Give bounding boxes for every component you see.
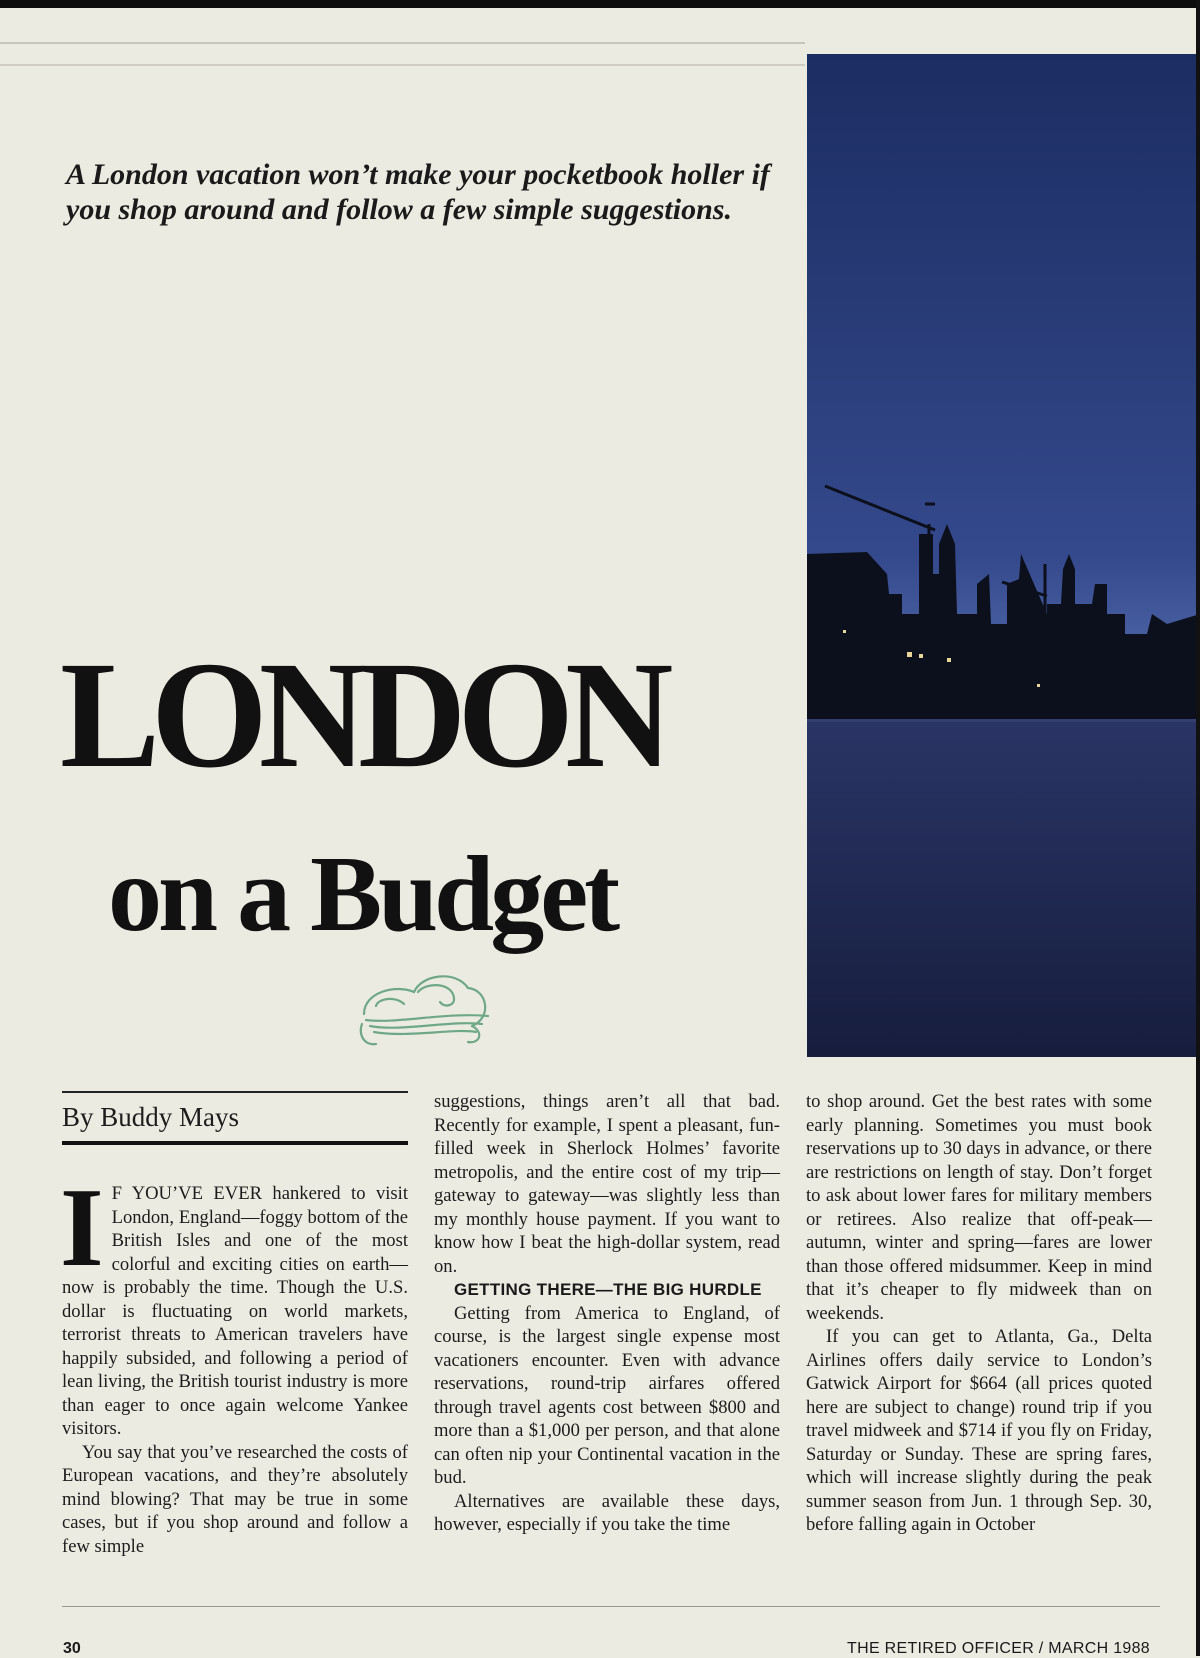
title-sub: on a Budget [108,835,617,954]
page-number: 30 [63,1640,81,1657]
running-footer: THE RETIRED OFFICER / MARCH 1988 [847,1640,1150,1657]
byline-rule [62,1091,408,1093]
article-paragraph: Getting from America to England, of course, is the largest single expense most vacationers encounter. Even with advance reservations, round-trip airfares offered through travel agents cost between $800 and more than a $1,000 per person, and that alone can often nip your Continental vacation in the bud. [434,1302,780,1488]
article-paragraph: If you can get to Atlanta, Ga., Delta Airlines offers daily service to London’s Gatwick Airport for $664 (all prices quoted here are subject to change) round trip if you travel midweek and $714 if you fly on Friday, Saturday or Sunday. These are spring fares, which will increase slightly during the peak summer season from Jun. 1 through Sep. 30, before falling again in October [806,1326,1152,1535]
article-column-3 [806,1090,1152,1537]
skyline-dusk-photo [807,54,1200,1057]
header-rule [0,42,805,44]
paragraph-text: F YOU’VE EVER hankered to visit London, England—foggy bottom of the British Isles and one of the most colorful and exciting cities on earth—now is probably the time. Though the U.S. dollar is fluctuating on world markets, terrorist threats to American travelers have happily subsided, and following a period of lean living, the British tourist industry is more than eager to once again welcome Yankee visitors. [62,1183,408,1439]
title-main: LONDON [60,630,665,800]
article-paragraph: suggestions, things aren’t all that bad. Recently for example, I spent a pleasant, fun-filled week in Sherlock Holmes’ favorite metropolis, and the entire cost of my trip—gateway to gateway—was slightly less than my monthly house payment. If you want to know how I beat the high-dollar system, read on. [434,1091,780,1277]
article-paragraph: You say that you’ve researched the costs of European vacations, and they’re absolutely mind blowing? That may be true in some cases, but if you shop around and follow a few simple [62,1441,408,1557]
page-edge [1196,0,1200,1656]
flourish-ornament-icon [356,962,496,1062]
article-paragraph [60,1166,408,1441]
deck-text: A London vacation won’t make your pocketbook holler if you shop around and follow a few simple suggestions. [66,158,770,226]
footer-rule [62,1606,1160,1607]
article-column-2 [434,1090,780,1537]
article-paragraph: to shop around. Get the best rates with some early planning. Sometimes you must book reservations up to 30 days in advance, or there are restrictions on length of stay. Don’t forget to ask about lower fares for military members or retirees. Also realize that off-peak—autumn, winter and spring—fares are lower than those offered midsummer. Keep in mind that it’s cheaper to fly midweek than on weekends. [806,1091,1152,1324]
byline-rule [62,1141,408,1145]
header-rule [0,64,805,66]
article-paragraph: Alternatives are available these days, however, especially if you take the time [434,1490,780,1535]
top-border [0,0,1200,8]
article-column-1 [60,1166,408,1558]
byline: By Buddy Mays [62,1102,240,1132]
drop-cap: I [60,1166,104,1290]
section-subhead: GETTING THERE—THE BIG HURDLE [454,1280,762,1299]
